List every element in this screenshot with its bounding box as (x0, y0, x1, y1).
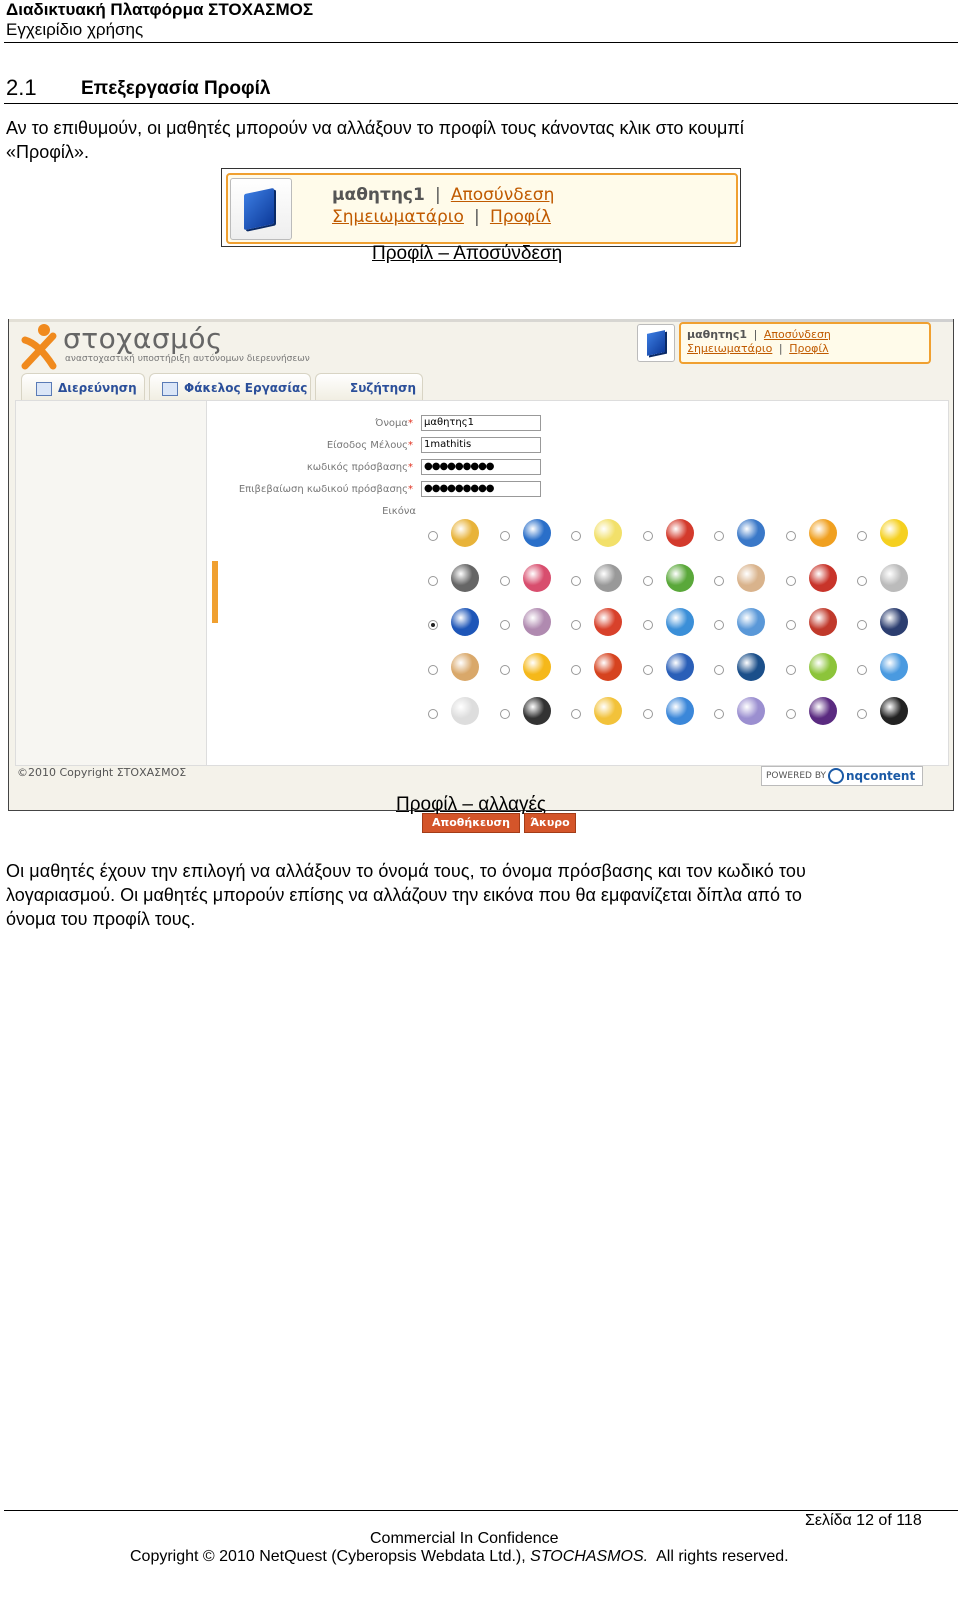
section-rule (4, 103, 958, 104)
confidence-notice: Commercial In Confidence (370, 1530, 559, 1547)
figure-user-box: μαθητης1 | Αποσύνδεση Σημειωματάριο | Προφίλ (221, 168, 741, 247)
figure2-caption: Προφίλ – αλλαγές (396, 794, 547, 815)
crab-icon[interactable] (594, 653, 622, 681)
body-line-3: όνομα του προφίλ τους. (6, 909, 196, 929)
avatar-radio[interactable] (643, 576, 653, 586)
avatar-radio[interactable] (428, 620, 438, 630)
section-title: Επεξεργασία Προφίλ (81, 78, 271, 99)
mini-notebook-link[interactable]: Σημειωματάριο (687, 342, 773, 355)
book-icon (637, 324, 675, 362)
avatar-radio[interactable] (714, 576, 724, 586)
globe-icon[interactable] (523, 519, 551, 547)
figure1-caption: Προφίλ – Αποσύνδεση (372, 243, 563, 264)
stochasmos-logo-icon (19, 322, 63, 370)
intro-line-1: Αν το επιθυμούν, οι μαθητές μπορούν να αλλάξουν το προφίλ τους κάνοντας κλικ στο κουμπί (6, 118, 744, 138)
avatar-radio[interactable] (571, 531, 581, 541)
avatar-radio[interactable] (643, 620, 653, 630)
mini-username: μαθητης1 (687, 328, 748, 341)
panda-icon[interactable] (523, 697, 551, 725)
tab-exploration[interactable]: Διερεύνηση (21, 373, 145, 400)
ant-icon[interactable] (880, 608, 908, 636)
document-title: Διαδικτυακή Πλατφόρμα ΣΤΟΧΑΣΜΟΣ (6, 0, 314, 19)
avatar-radio[interactable] (643, 709, 653, 719)
body-line-1: Οι μαθητές έχουν την επιλογή να αλλάξουν το όνομά τους, το όνομα πρόσβασης και τον κωδικό του (6, 861, 806, 881)
name-field[interactable]: μαθητης1 (421, 415, 541, 431)
avatar-radio[interactable] (428, 709, 438, 719)
avatar-radio[interactable] (786, 531, 796, 541)
app-copyright: ©2010 Copyright ΣΤΟΧΑΣΜΟΣ (17, 766, 187, 779)
shark-icon[interactable] (737, 653, 765, 681)
avatar-radio[interactable] (857, 576, 867, 586)
book-icon[interactable] (451, 608, 479, 636)
footer-rule (4, 1510, 958, 1511)
crayons-icon[interactable] (451, 519, 479, 547)
avatar-radio[interactable] (571, 709, 581, 719)
notebook-link[interactable]: Σημειωματάριο (332, 207, 464, 227)
password-label: κωδικός πρόσβασης* (306, 462, 413, 473)
avatar-radio[interactable] (857, 665, 867, 675)
tab-discussion[interactable]: Συζήτηση (315, 373, 423, 400)
calendar-icon (36, 382, 52, 396)
cancel-button[interactable]: Άκυρο (524, 813, 576, 833)
login-field[interactable]: 1mathitis (421, 437, 541, 453)
green-bear-icon[interactable] (809, 653, 837, 681)
cow-icon[interactable] (523, 608, 551, 636)
compass-icon[interactable] (737, 519, 765, 547)
profile-link[interactable]: Προφίλ (489, 207, 551, 227)
collapse-handle[interactable] (212, 561, 218, 623)
elephant-icon[interactable] (666, 697, 694, 725)
avatar-radio[interactable] (786, 709, 796, 719)
confirm-password-field[interactable]: ●●●●●●●●● (421, 481, 541, 497)
strawberry-icon[interactable] (809, 564, 837, 592)
flower-icon[interactable] (880, 564, 908, 592)
save-button[interactable]: Αποθήκευση (422, 813, 520, 833)
chef-icon[interactable] (737, 564, 765, 592)
avatar-radio[interactable] (500, 665, 510, 675)
logo-tagline: αναστοχαστική υποστήριξη αυτόνομων διερευνήσεων (65, 354, 310, 364)
car-icon[interactable] (666, 519, 694, 547)
page-number: Σελίδα 12 of 118 (805, 1512, 922, 1529)
left-pane (16, 401, 207, 765)
avatar-radio[interactable] (786, 665, 796, 675)
horse-icon[interactable] (737, 697, 765, 725)
avatar-radio[interactable] (428, 531, 438, 541)
name-label: Όνομα* (375, 418, 413, 429)
blue-face-icon[interactable] (666, 608, 694, 636)
avatar-radio[interactable] (714, 709, 724, 719)
password-field[interactable]: ●●●●●●●●● (421, 459, 541, 475)
header-rule (4, 42, 958, 43)
dustbin-icon[interactable] (666, 653, 694, 681)
bug-icon[interactable] (594, 564, 622, 592)
mini-logout-link[interactable]: Αποσύνδεση (763, 328, 831, 341)
avatar-radio[interactable] (500, 620, 510, 630)
avatar-radio[interactable] (786, 620, 796, 630)
book-icon (230, 178, 292, 240)
purple-monster-icon[interactable] (809, 697, 837, 725)
avatar-radio[interactable] (857, 620, 867, 630)
copyright-notice: Copyright © 2010 NetQuest (Cyberopsis Webdata Ltd.), STOCHASMOS. All rights reserved. (130, 1548, 789, 1565)
section-number: 2.1 (6, 75, 37, 100)
mini-user-box: μαθητης1 | Αποσύνδεση Σημειωματάριο | Προφίλ (679, 322, 931, 364)
body-line-2: λογαριασμού. Οι μαθητές μπορούν επίσης να αλλάζουν την εικόνα που θα εμφανίζεται δίπλα από το (6, 885, 802, 905)
logo-name: στοχασμός (63, 322, 223, 355)
logout-link[interactable]: Αποσύνδεση (450, 185, 555, 205)
document-subtitle: Εγχειρίδιο χρήσης (6, 20, 144, 39)
avatar-radio[interactable] (643, 665, 653, 675)
red-mask-icon[interactable] (809, 608, 837, 636)
avatar-radio[interactable] (857, 709, 867, 719)
blue-bear-icon[interactable] (880, 653, 908, 681)
ninja-icon[interactable] (880, 697, 908, 725)
avatar-radio[interactable] (571, 620, 581, 630)
avatar-radio[interactable] (500, 531, 510, 541)
smiley-icon[interactable] (880, 519, 908, 547)
login-label: Είσοδος Μέλους* (326, 440, 413, 451)
avatar-radio[interactable] (714, 665, 724, 675)
red-hair-girl-icon[interactable] (594, 608, 622, 636)
ghost-icon[interactable] (451, 697, 479, 725)
image-label: Εικόνα (382, 506, 416, 517)
hello-kitty-icon[interactable] (523, 564, 551, 592)
figure-profile-screenshot (8, 319, 954, 829)
sun-icon[interactable] (523, 653, 551, 681)
avatar-radio[interactable] (571, 576, 581, 586)
mini-profile-link[interactable]: Προφίλ (789, 342, 829, 355)
avatar-radio[interactable] (571, 665, 581, 675)
bicycle-icon[interactable] (451, 564, 479, 592)
avatar-radio[interactable] (428, 665, 438, 675)
confirm-password-label: Επιβεβαίωση κωδικού πρόσβασης* (238, 484, 413, 495)
tab-work-folder[interactable]: Φάκελος Εργασίας (149, 373, 311, 400)
folders-icon[interactable] (809, 519, 837, 547)
avatar-radio[interactable] (714, 531, 724, 541)
avatar-radio[interactable] (500, 709, 510, 719)
avatar-radio[interactable] (500, 576, 510, 586)
avatar-radio[interactable] (857, 531, 867, 541)
intro-line-2: «Προφίλ». (6, 142, 89, 162)
username: μαθητης1 (332, 185, 425, 205)
blue-blob-icon[interactable] (737, 608, 765, 636)
frog-icon[interactable] (666, 564, 694, 592)
avatar-radio[interactable] (714, 620, 724, 630)
nqcontent-logo-icon (828, 768, 844, 784)
lightbulb-icon[interactable] (594, 519, 622, 547)
powered-by-badge: POWERED BY nqcontent (761, 766, 923, 786)
avatar-radio[interactable] (786, 576, 796, 586)
giraffe-icon[interactable] (594, 697, 622, 725)
avatar-radio[interactable] (643, 531, 653, 541)
folder-icon (162, 382, 178, 396)
avatar-radio[interactable] (428, 576, 438, 586)
potato-head-icon[interactable] (451, 653, 479, 681)
